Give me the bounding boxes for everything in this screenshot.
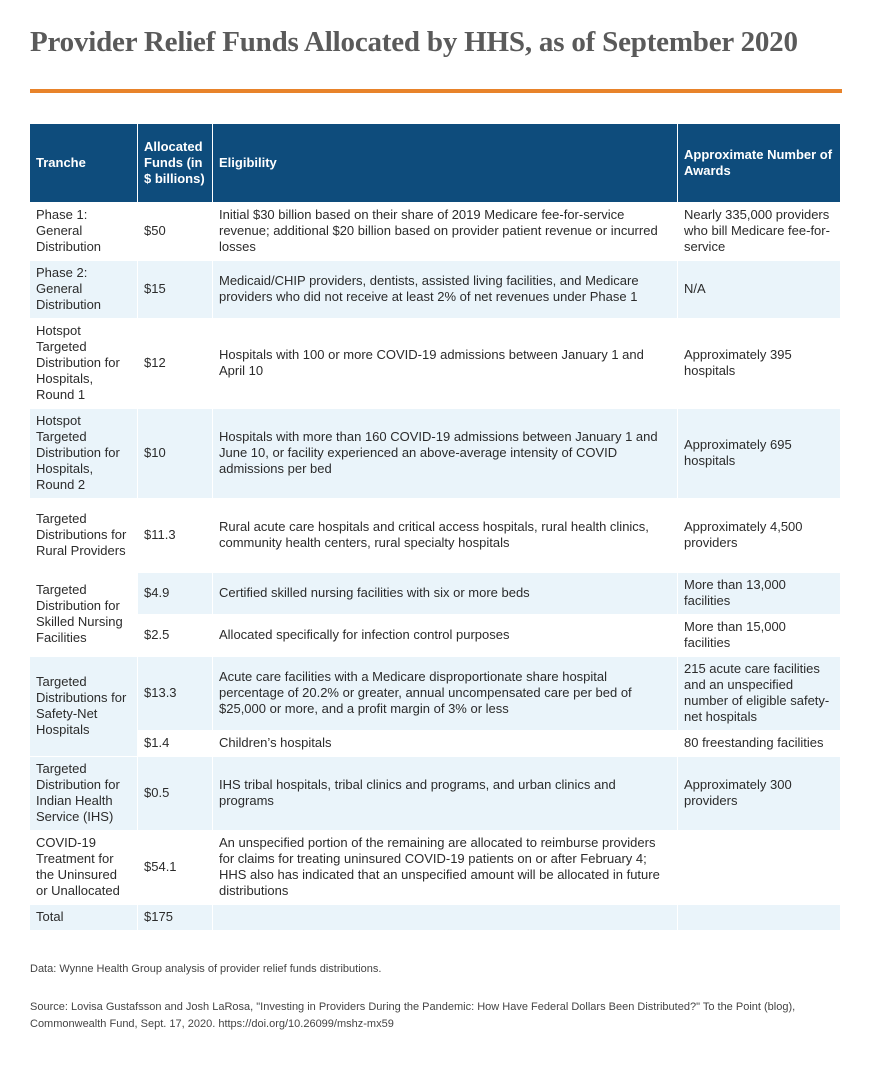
tranche-cell: Phase 2: General Distribution	[30, 260, 138, 318]
table-row	[30, 730, 840, 756]
eligibility-cell: Children’s hospitals	[213, 730, 678, 756]
tranche-cell: Hotspot Targeted Distribution for Hospitals, Round 1	[30, 318, 138, 408]
funds-cell: $11.3	[138, 498, 213, 572]
funds-cell: $2.5	[138, 614, 213, 656]
awards-cell: Approximately 395 hospitals	[678, 318, 840, 408]
table-row	[30, 756, 840, 830]
funds-cell: $4.9	[138, 572, 213, 614]
awards-cell: Approximately 4,500 providers	[678, 498, 840, 572]
tranche-cell: Phase 1: General Distribution	[30, 202, 138, 260]
tranche-cell: Targeted Distribution for Indian Health Service (IHS)	[30, 756, 138, 830]
awards-cell: More than 15,000 facilities	[678, 614, 840, 656]
awards-cell: 215 acute care facilities and an unspecified number of eligible safety-net hospitals	[678, 656, 840, 730]
eligibility-cell: Acute care facilities with a Medicare disproportionate share hospital percentage of 20.2% or greater, annual uncompensated care per bed of $25,000 or more, and a profit margin of 3% or less	[213, 656, 678, 730]
table-row	[30, 830, 840, 904]
eligibility-cell: Medicaid/CHIP providers, dentists, assisted living facilities, and Medicare providers who did not receive at least 2% of net revenues under Phase 1	[213, 260, 678, 318]
table-row	[30, 656, 840, 730]
awards-cell	[678, 830, 840, 904]
relief-funds-table	[30, 124, 840, 930]
eligibility-cell: Certified skilled nursing facilities with six or more beds	[213, 572, 678, 614]
awards-cell: More than 13,000 facilities	[678, 572, 840, 614]
total-funds-cell: $175	[138, 904, 213, 930]
funds-cell: $13.3	[138, 656, 213, 730]
header-eligibility: Eligibility	[213, 124, 678, 202]
eligibility-cell: Hospitals with 100 or more COVID-19 admissions between January 1 and April 10	[213, 318, 678, 408]
awards-cell: Approximately 695 hospitals	[678, 408, 840, 498]
funds-cell: $12	[138, 318, 213, 408]
eligibility-cell	[213, 904, 678, 930]
funds-cell: $15	[138, 260, 213, 318]
awards-cell	[678, 904, 840, 930]
tranche-cell: COVID-19 Treatment for the Uninsured or Unallocated	[30, 830, 138, 904]
funds-cell: $1.4	[138, 730, 213, 756]
awards-cell: 80 freestanding facilities	[678, 730, 840, 756]
header-tranche: Tranche	[30, 124, 138, 202]
table-row	[30, 202, 840, 260]
eligibility-cell: IHS tribal hospitals, tribal clinics and programs, and urban clinics and programs	[213, 756, 678, 830]
funds-cell: $0.5	[138, 756, 213, 830]
awards-cell: Approximately 300 providers	[678, 756, 840, 830]
eligibility-cell: Rural acute care hospitals and critical access hospitals, rural health clinics, community health centers, rural specialty hospitals	[213, 498, 678, 572]
awards-cell: Nearly 335,000 providers who bill Medicare fee-for-service	[678, 202, 840, 260]
data-note: Data: Wynne Health Group analysis of provider relief funds distributions.	[30, 963, 382, 975]
table-row	[30, 260, 840, 318]
funds-cell: $10	[138, 408, 213, 498]
tranche-cell: Targeted Distributions for Rural Providers	[30, 498, 138, 572]
total-label-cell: Total	[30, 904, 138, 930]
header-number-of-awards: Approximate Number of Awards	[678, 124, 840, 202]
table-row	[30, 318, 840, 408]
header-allocated-funds: Allocated Funds (in $ billions)	[138, 124, 213, 202]
tranche-cell: Targeted Distribution for Skilled Nursing Facilities	[30, 572, 138, 656]
eligibility-cell: Hospitals with more than 160 COVID-19 admissions between January 1 and June 10, or facility experienced an above-average intensity of COVID admissions per bed	[213, 408, 678, 498]
table-row	[30, 408, 840, 498]
table-row-total	[30, 904, 840, 930]
funds-cell: $54.1	[138, 830, 213, 904]
tranche-cell: Targeted Distributions for Safety-Net Hospitals	[30, 656, 138, 756]
eligibility-cell: Allocated specifically for infection control purposes	[213, 614, 678, 656]
title-divider	[30, 89, 842, 93]
eligibility-cell: An unspecified portion of the remaining are allocated to reimburse providers for claims for treating uninsured COVID-19 patients on or after February 4; HHS also has indicated that an unspecified amount will be allocated in future distributions	[213, 830, 678, 904]
tranche-cell: Hotspot Targeted Distribution for Hospitals, Round 2	[30, 408, 138, 498]
source-note: Source: Lovisa Gustafsson and Josh LaRosa, "Investing in Providers During the Pandemic: How Have Federal Dollars Been Distributed?" To the Point (blog), Commonwealth Fund, Sept. 17, 2020. https://doi.org/10.26099/mshz-mx59	[30, 1001, 796, 1030]
funds-cell: $50	[138, 202, 213, 260]
table-row	[30, 572, 840, 614]
awards-cell: N/A	[678, 260, 840, 318]
table-row	[30, 498, 840, 572]
page-title: Provider Relief Funds Allocated by HHS, as of September 2020	[30, 26, 798, 58]
eligibility-cell: Initial $30 billion based on their share of 2019 Medicare fee-for-service revenue; additional $20 billion based on provider patient revenue or incurred losses	[213, 202, 678, 260]
table-row	[30, 614, 840, 656]
table-header-row	[30, 124, 840, 202]
